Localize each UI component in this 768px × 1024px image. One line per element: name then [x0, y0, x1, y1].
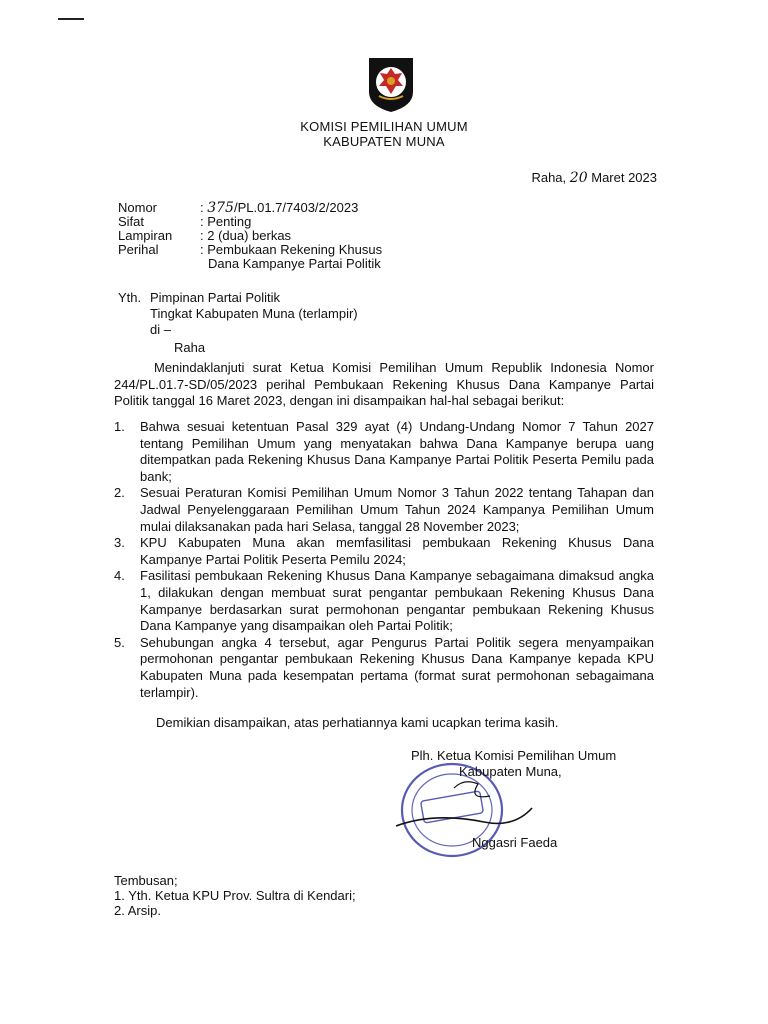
signer-name: Nggasri Faeda [472, 835, 558, 850]
closing-sentence: Demikian disampaikan, atas perhatiannya kami ucapkan terima kasih. [156, 715, 559, 730]
list-item: 4. Fasilitasi pembukaan Rekening Khusus Dana Kampanye sebagaimana dimaksud angka 1, dilakukan dengan membuat surat pengantar pembukaan Rekening Khusus Dana Kampanye berdasarkan surat permohonan pengantar pembukaan Rekening Khusus Dana Kampanye yang disampaikan oleh Partai Politik; [114, 568, 654, 634]
meta-sifat: Sifat : Penting [118, 214, 252, 229]
meta-nomor: Nomor : 375/PL.01.7/7403/2/2023 [118, 200, 359, 216]
kpu-garuda-emblem-icon [365, 56, 417, 114]
list-item: 5. Sehubungan angka 4 tersebut, agar Pengurus Partai Politik segera menyampaikan permohonan pengantar pembukaan Rekening Khusus Dana Kampanye kepada KPU Kabupaten Muna pada kesempatan pertama (format surat permohonan sebagaimana terlampir). [114, 634, 654, 700]
meta-lampiran: Lampiran : 2 (dua) berkas [118, 228, 292, 243]
tembusan-item: 2. Arsip. [114, 903, 161, 918]
tembusan-item: 1. Yth. Ketua KPU Prov. Sultra di Kendari; [114, 888, 356, 903]
scan-mark [58, 18, 84, 20]
letter-date: Raha, 20 Maret 2023 [531, 170, 657, 186]
list-item: 1. Bahwa sesuai ketentuan Pasal 329 ayat (4) Undang-Undang Nomor 7 Tahun 2027 tentang Pemilihan Umum yang menyatakan bahwa Dana Kampanye berupa uang ditempatkan pada Rekening Khusus Dana Kampanye Partai Politik Peserta Pemilu pada bank; [114, 419, 654, 484]
institution-region: KABUPATEN MUNA [323, 134, 445, 149]
letter-meta [118, 201, 500, 271]
meta-perihal: Perihal : Pembukaan Rekening Khusus Dana Kampanye Partai Politik [118, 242, 383, 271]
recipient-block: Yth. Pimpinan Partai Politik Tingkat Kabupaten Muna (terlampir) di – Raha [118, 290, 358, 355]
tembusan-block: Tembusan; 1. Yth. Ketua KPU Prov. Sultra di Kendari; 2. Arsip. [114, 873, 356, 918]
list-item: 2. Sesuai Peraturan Komisi Pemilihan Umum Nomor 3 Tahun 2022 tentang Tahapan dan Jadwal Penyelenggaraan Pemilihan Umum Tahun 2024 Kampanya Pemilihan Umum mulai dilaksanakan pada hari Selasa, tanggal 28 November 2023; [114, 485, 654, 534]
intro-paragraph: Menindaklanjuti surat Ketua Komisi Pemilihan Umum Republik Indonesia Nomor 244/PL.01.7-SD/05/2023 perihal Pembukaan Rekening Khusus Dana Kampanye Partai Politik tanggal 16 Maret 2023, dengan ini disampaikan hal-hal sebagai berikut: [114, 360, 654, 409]
nomor-handwritten: 375 [207, 200, 234, 216]
list-item: 3. KPU Kabupaten Muna akan memfasilitasi pembukaan Rekening Khusus Dana Kampanye Partai Politik Peserta Pemilu 2024; [114, 535, 654, 567]
institution-header [0, 119, 768, 149]
institution-name: KOMISI PEMILIHAN UMUM [300, 119, 468, 134]
points-list [114, 419, 654, 701]
date-day-handwritten: 20 [569, 170, 588, 186]
signature-title: Plh. Ketua Komisi Pemilihan Umum Kabupaten Muna, [411, 748, 617, 779]
